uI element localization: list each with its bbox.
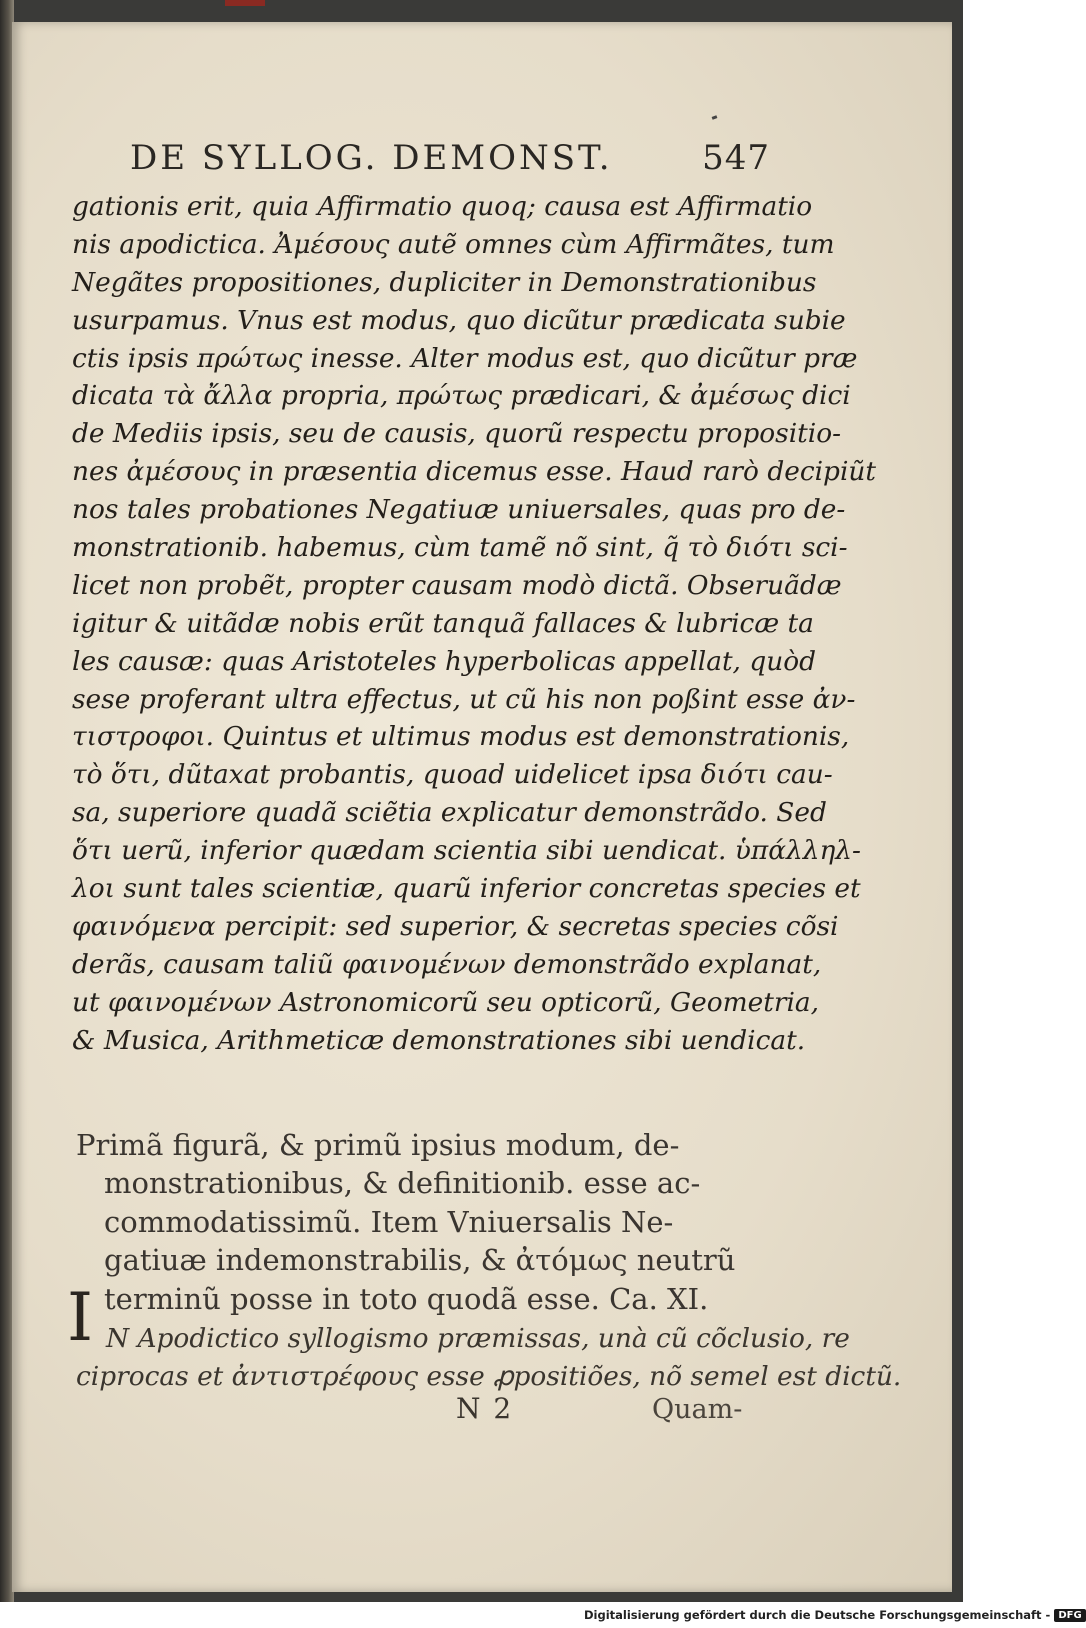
heading-line: commodatissimũ. Item Vniuersalis Ne- — [104, 1204, 674, 1239]
dfg-logo-icon: DFG — [1054, 1609, 1085, 1622]
text-line: licet non probẽt, propter causam modò dictã. Obseruãdæ — [72, 569, 842, 601]
running-header — [130, 138, 770, 188]
text-line: nos tales probationes Negatiuæ uniuersales, quas pro de- — [72, 494, 846, 526]
text-line: nes ἀμέσους in præsentia dicemus esse. Haud rarò decipiũt — [72, 456, 876, 488]
text-line: ctis ipsis πρώτως inesse. Alter modus est, quo dicũtur præ — [72, 342, 858, 374]
text-line: N Apodictico syllogismo præmissas, unà cũ cõclusio, re — [106, 1323, 850, 1354]
heading-line: gatiuæ indemonstrabilis, & ἀτόμως neutrũ — [104, 1243, 736, 1278]
text-line: φαινόμενα percipit: sed superior, & secretas species cõsi — [72, 910, 839, 942]
running-head-title: DE SYLLOG. DEMONST. — [130, 138, 613, 178]
text-line: Negãtes propositiones, dupliciter in Demonstrationibus — [72, 266, 817, 298]
chapter-text — [76, 1320, 902, 1396]
text-line: sese proferant ultra effectus, ut cũ his non poßint esse ἀν- — [72, 683, 856, 715]
heading-line: terminũ posse in toto quodã esse. Ca. XI. — [104, 1281, 709, 1316]
heading-line: monstrationibus, & definitionib. esse ac- — [104, 1166, 701, 1201]
heading-line: Primã figurã, & primũ ipsius modum, de- — [76, 1128, 680, 1162]
text-line: dicata τὰ ἄλλα propria, πρώτως prædicari, & ἀμέσως dici — [72, 380, 851, 412]
ink-speck — [712, 115, 718, 120]
text-line: ut φαινομένων Astronomicorũ seu opticorũ, Geometria, — [72, 986, 820, 1018]
italic-text-block — [72, 188, 876, 1059]
signature-mark: N 2 — [456, 1392, 514, 1425]
text-line: τιστροφοι. Quintus et ultimus modus est demonstrationis, — [72, 721, 850, 753]
digitization-credit — [584, 1606, 1086, 1624]
text-line: monstrationib. habemus, cùm tamẽ nõ sint, q̃ τὸ διότι sci- — [72, 532, 848, 564]
page-number: 547 — [702, 138, 770, 178]
credit-text: Digitalisierung gefördert durch die Deutsche Forschungsgemeinschaft - — [584, 1608, 1051, 1622]
chapter-heading — [76, 1126, 756, 1318]
text-line: & Musica, Arithmeticæ demonstrationes sibi uendicat. — [72, 1024, 806, 1056]
drop-initial: I — [67, 1279, 94, 1356]
text-line: derãs, causam taliũ φαινομένων demonstrãdo explanat, — [72, 948, 822, 980]
text-line: nis apodictica. Ἀμέσους autẽ omnes cùm Affirmãtes, tum — [72, 228, 835, 260]
text-line: ciprocas et ἀντιστρέφους esse ꝓpositiões, nõ semel est dictũ. — [76, 1361, 902, 1392]
text-line: λοι sunt tales scientiæ, quarũ inferior concretas species et — [72, 873, 861, 905]
text-line: gationis erit, quia Affirmatio quoq; causa est Affirmatio — [72, 191, 813, 222]
bookmark-ribbon — [225, 0, 265, 6]
text-line: usurpamus. Vnus est modus, quo dicũtur prædicata subie — [72, 304, 846, 336]
text-line: ὅτι uerũ, inferior quædam scientia sibi uendicat. ὑπάλληλ- — [72, 835, 861, 867]
catchword: Quam- — [652, 1394, 743, 1425]
text-line: sa, superiore quadã sciẽtia explicatur demonstrãdo. Sed — [72, 797, 827, 829]
text-line: les causæ: quas Aristoteles hyperbolicas appellat, quòd — [72, 645, 817, 677]
text-line: τὸ ὅτι, dũtaxat probantis, quoad uidelicet ipsa διότι cau- — [72, 759, 833, 791]
text-line: de Mediis ipsis, seu de causis, quorũ respectu propositio- — [72, 418, 842, 450]
text-line: igitur & uitãdæ nobis erũt tanquã fallaces & lubricæ ta — [72, 607, 814, 639]
